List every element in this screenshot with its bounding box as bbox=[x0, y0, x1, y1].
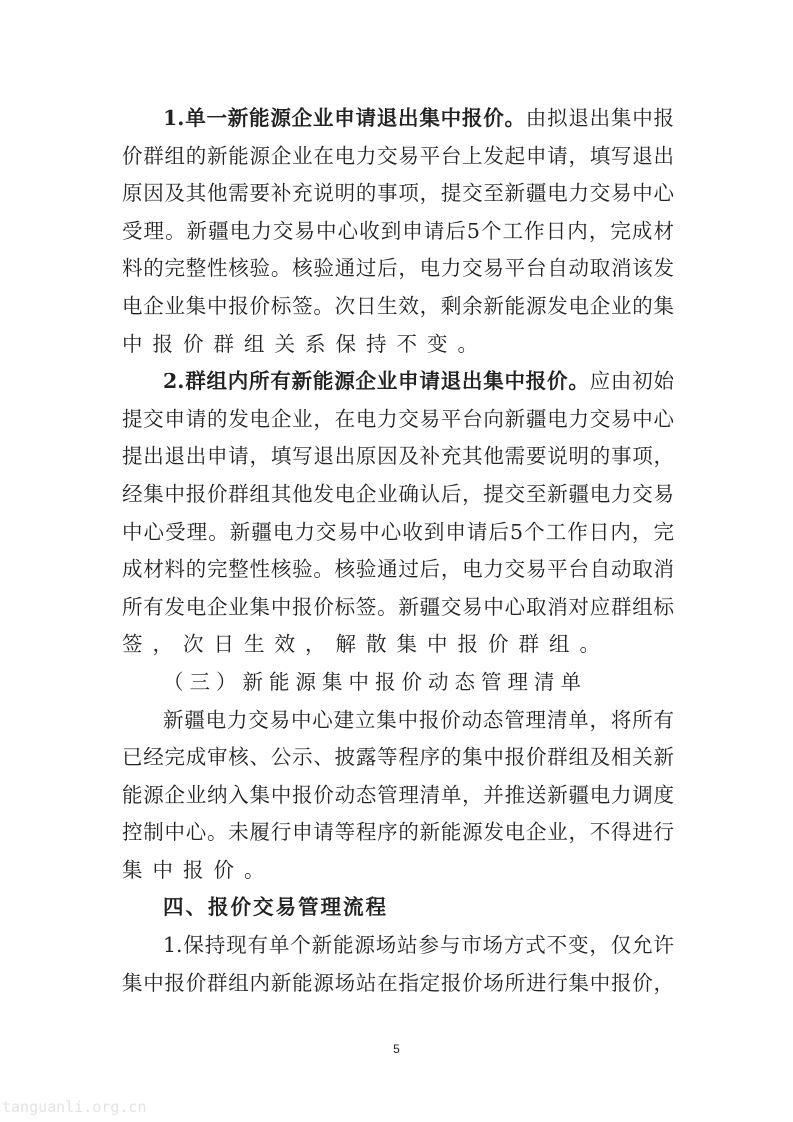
paragraph-line: 集中报价群组内新能源场站在指定报价场所进行集中报价， bbox=[122, 970, 674, 995]
document-body bbox=[122, 100, 674, 1002]
paragraph-line: 经集中报价群组其他发电企业确认后，提交至新疆电力交易 bbox=[122, 481, 674, 506]
paragraph-line: 提交申请的发电企业，在电力交易平台向新疆电力交易中心 bbox=[122, 406, 674, 431]
paragraph-line: 价群组的新能源企业在电力交易平台上发起申请，填写退出 bbox=[122, 143, 674, 168]
watermark-text: tanguanli.org.cn bbox=[2, 1098, 147, 1116]
paragraph-line: 电企业集中报价标签。次日生效，剩余新能源发电企业的集 bbox=[122, 293, 674, 318]
subsection-heading: （三）新能源集中报价动态管理清单 bbox=[163, 669, 587, 694]
paragraph-line: 1.单一新能源企业申请退出集中报价。由拟退出集中报 bbox=[163, 106, 675, 130]
paragraph-line: 集中报价。 bbox=[122, 857, 275, 882]
item-heading: 1.单一新能源企业申请退出集中报价。 bbox=[163, 106, 526, 130]
paragraph-line: 2.群组内所有新能源企业申请退出集中报价。应由初始 bbox=[163, 369, 675, 394]
paragraph-line: 新疆电力交易中心建立集中报价动态管理清单，将所有 bbox=[163, 707, 674, 732]
paragraph-line: 成材料的完整性核验。核验通过后，电力交易平台自动取消 bbox=[122, 557, 674, 582]
item-heading: 2.群组内所有新能源企业申请退出集中报价。 bbox=[163, 369, 590, 394]
paragraph-line: 原因及其他需要补充说明的事项，提交至新疆电力交易中心 bbox=[122, 181, 674, 206]
page-number: 5 bbox=[393, 1042, 400, 1056]
paragraph-line: 料的完整性核验。核验通过后，电力交易平台自动取消该发 bbox=[122, 256, 674, 281]
paragraph-line: 受理。新疆电力交易中心收到申请后5个工作日内，完成材 bbox=[122, 218, 674, 243]
section-heading: 四、报价交易管理流程 bbox=[163, 895, 388, 920]
paragraph-line: 中报价群组关系保持不变。 bbox=[122, 331, 488, 356]
paragraph-line: 能源企业纳入集中报价动态管理清单，并推送新疆电力调度 bbox=[122, 782, 674, 807]
paragraph-line: 所有发电企业集中报价标签。新疆交易中心取消对应群组标 bbox=[122, 594, 674, 619]
paragraph-line: 控制中心。未履行申请等程序的新能源发电企业，不得进行 bbox=[122, 820, 674, 845]
paragraph-line: 中心受理。新疆电力交易中心收到申请后5个工作日内，完 bbox=[122, 519, 674, 544]
paragraph-line: 1.保持现有单个新能源场站参与市场方式不变，仅允许 bbox=[163, 933, 674, 958]
paragraph-line: 签，次日生效，解散集中报价群组。 bbox=[122, 632, 610, 657]
paragraph-line: 已经完成审核、公示、披露等程序的集中报价群组及相关新 bbox=[122, 745, 674, 770]
paragraph-line: 提出退出申请，填写退出原因及补充其他需要说明的事项， bbox=[122, 444, 674, 469]
